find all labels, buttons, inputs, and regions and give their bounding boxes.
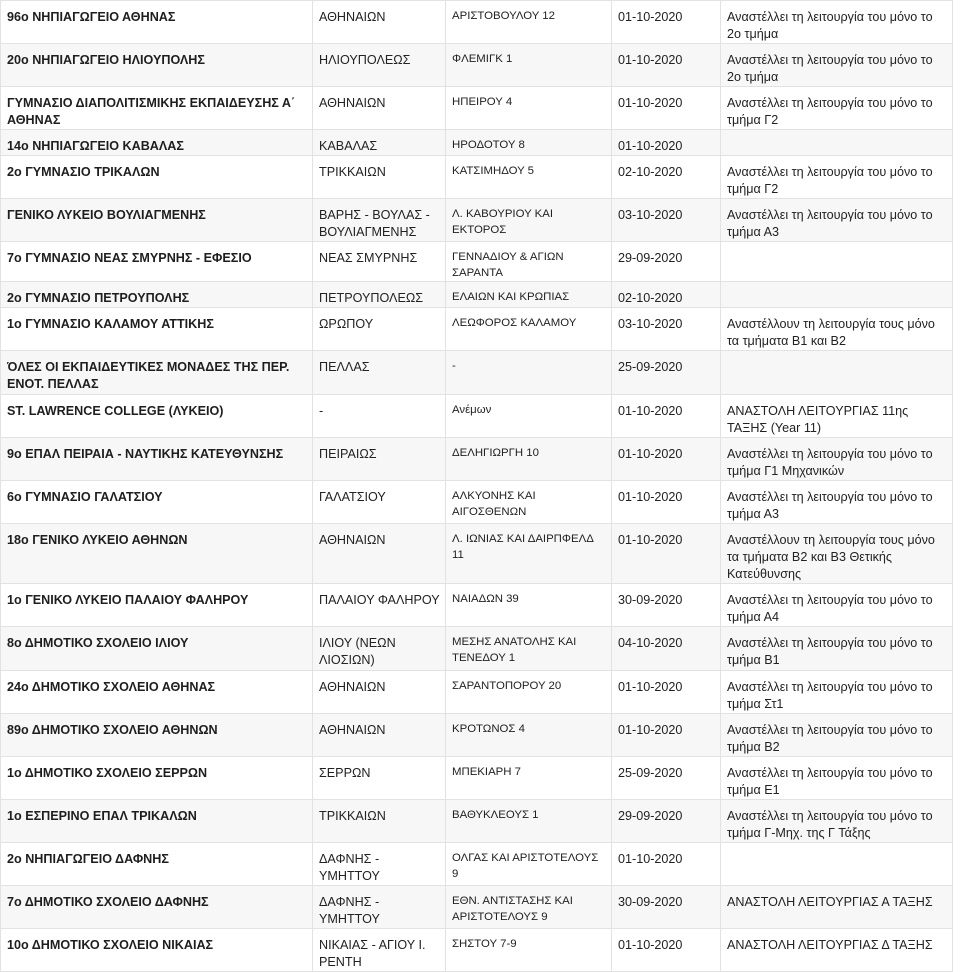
school-name-cell: 8ο ΔΗΜΟΤΙΚΟ ΣΧΟΛΕΙΟ ΙΛΙΟΥ [1,627,313,671]
address-cell: Λ. ΚΑΒΟΥΡΙΟΥ ΚΑΙ ΕΚΤΟΡΟΣ [446,199,612,242]
address-cell: - [446,351,612,395]
address-cell: ΓΕΝΝΑΔΙΟΥ & ΑΓΙΩΝ ΣΑΡΑΝΤΑ [446,242,612,282]
municipality-cell: ΝΕΑΣ ΣΜΥΡΝΗΣ [313,242,446,282]
suspension-date-cell: 01-10-2020 [612,929,721,972]
table-row [1,671,953,714]
school-name-cell: ST. LAWRENCE COLLEGE (ΛΥΚΕΙΟ) [1,395,313,438]
note-cell: Αναστέλλει τη λειτουργία του μόνο το 2ο τμήμα [721,44,953,87]
school-name-cell: 20ο ΝΗΠΙΑΓΩΓΕΙΟ ΗΛΙΟΥΠΟΛΗΣ [1,44,313,87]
suspension-date-cell: 01-10-2020 [612,524,721,584]
school-name-cell: 24ο ΔΗΜΟΤΙΚΟ ΣΧΟΛΕΙΟ ΑΘΗΝΑΣ [1,671,313,714]
address-cell: ΗΠΕΙΡΟΥ 4 [446,87,612,130]
table-row [1,481,953,524]
suspension-date-cell: 02-10-2020 [612,156,721,199]
address-cell: ΕΛΑΙΩΝ ΚΑΙ ΚΡΩΠΙΑΣ [446,282,612,308]
suspension-date-cell: 01-10-2020 [612,44,721,87]
note-cell [721,242,953,282]
address-cell: Λ. ΙΩΝΙΑΣ ΚΑΙ ΔΑΙΡΠΦΕΛΔ 11 [446,524,612,584]
address-cell: ΑΛΚΥΟΝΗΣ ΚΑΙ ΑΙΓΟΣΘΕΝΩΝ [446,481,612,524]
school-name-cell: 89ο ΔΗΜΟΤΙΚΟ ΣΧΟΛΕΙΟ ΑΘΗΝΩΝ [1,714,313,757]
note-cell: Αναστέλλει τη λειτουργία του μόνο το τμήμα Α4 [721,584,953,627]
address-cell: ΦΛΕΜΙΓΚ 1 [446,44,612,87]
address-cell: ΜΠΕΚΙΑΡΗ 7 [446,757,612,800]
address-cell: ΟΛΓΑΣ ΚΑΙ ΑΡΙΣΤΟΤΕΛΟΥΣ 9 [446,843,612,886]
note-cell: Αναστέλλει τη λειτουργία του μόνο το τμήμα Γ2 [721,156,953,199]
suspension-date-cell: 01-10-2020 [612,481,721,524]
school-name-cell: ΌΛΕΣ ΟΙ ΕΚΠΑΙΔΕΥΤΙΚΕΣ ΜΟΝΑΔΕΣ ΤΗΣ ΠΕΡ. ΕΝΟΤ. ΠΕΛΛΑΣ [1,351,313,395]
address-cell: ΔΕΛΗΓΙΩΡΓΗ 10 [446,438,612,481]
municipality-cell: ΑΘΗΝΑΙΩΝ [313,87,446,130]
table-row [1,886,953,929]
school-name-cell: 7ο ΓΥΜΝΑΣΙΟ ΝΕΑΣ ΣΜΥΡΝΗΣ - ΕΦΕΣΙΟ [1,242,313,282]
school-name-cell: ΓΥΜΝΑΣΙΟ ΔΙΑΠΟΛΙΤΙΣΜΙΚΗΣ ΕΚΠΑΙΔΕΥΣΗΣ Α΄ ΑΘΗΝΑΣ [1,87,313,130]
table-body [1,1,953,972]
municipality-cell: ΝΙΚΑΙΑΣ - ΑΓΙΟΥ Ι. ΡΕΝΤΗ [313,929,446,972]
school-name-cell: ΓΕΝΙΚΟ ΛΥΚΕΙΟ ΒΟΥΛΙΑΓΜΕΝΗΣ [1,199,313,242]
municipality-cell: - [313,395,446,438]
school-name-cell: 1ο ΕΣΠΕΡΙΝΟ ΕΠΑΛ ΤΡΙΚΑΛΩΝ [1,800,313,843]
municipality-cell: ΤΡΙΚΚΑΙΩΝ [313,800,446,843]
note-cell: ΑΝΑΣΤΟΛΗ ΛΕΙΤΟΥΡΓΙΑΣ Δ ΤΑΞΗΣ [721,929,953,972]
suspension-date-cell: 03-10-2020 [612,308,721,351]
municipality-cell: ΔΑΦΝΗΣ - ΥΜΗΤΤΟΥ [313,886,446,929]
school-name-cell: 2ο ΓΥΜΝΑΣΙΟ ΠΕΤΡΟΥΠΟΛΗΣ [1,282,313,308]
suspension-date-cell: 29-09-2020 [612,242,721,282]
school-name-cell: 1ο ΔΗΜΟΤΙΚΟ ΣΧΟΛΕΙΟ ΣΕΡΡΩΝ [1,757,313,800]
municipality-cell: ΑΘΗΝΑΙΩΝ [313,671,446,714]
address-cell: ΛΕΩΦΟΡΟΣ ΚΑΛΑΜΟΥ [446,308,612,351]
municipality-cell: ΗΛΙΟΥΠΟΛΕΩΣ [313,44,446,87]
school-name-cell: 9ο ΕΠΑΛ ΠΕΙΡΑΙΑ - ΝΑΥΤΙΚΗΣ ΚΑΤΕΥΘΥΝΣΗΣ [1,438,313,481]
table-row [1,627,953,671]
school-name-cell: 6ο ΓΥΜΝΑΣΙΟ ΓΑΛΑΤΣΙΟΥ [1,481,313,524]
note-cell [721,282,953,308]
school-name-cell: 1ο ΓΕΝΙΚΟ ΛΥΚΕΙΟ ΠΑΛΑΙΟΥ ΦΑΛΗΡΟΥ [1,584,313,627]
table-row [1,308,953,351]
address-cell: ΝΑΙΑΔΩΝ 39 [446,584,612,627]
note-cell: Αναστέλλει τη λειτουργία του μόνο το τμήμα Στ1 [721,671,953,714]
note-cell [721,843,953,886]
table-row [1,800,953,843]
suspension-date-cell: 01-10-2020 [612,714,721,757]
table-row [1,843,953,886]
note-cell: Αναστέλλουν τη λειτουργία τους μόνο τα τμήματα Β2 και Β3 Θετικής Κατεύθυνσης [721,524,953,584]
table-row [1,524,953,584]
address-cell: ΜΕΣΗΣ ΑΝΑΤΟΛΗΣ ΚΑΙ ΤΕΝΕΔΟΥ 1 [446,627,612,671]
suspension-date-cell: 04-10-2020 [612,627,721,671]
suspension-date-cell: 01-10-2020 [612,671,721,714]
municipality-cell: ΔΑΦΝΗΣ - ΥΜΗΤΤΟΥ [313,843,446,886]
note-cell: Αναστέλλει τη λειτουργία του μόνο το τμήμα Β2 [721,714,953,757]
note-cell: Αναστέλλει τη λειτουργία του μόνο το τμήμα Γ-Μηχ. της Γ Τάξης [721,800,953,843]
municipality-cell: ΤΡΙΚΚΑΙΩΝ [313,156,446,199]
suspension-date-cell: 30-09-2020 [612,886,721,929]
table-row [1,584,953,627]
note-cell [721,130,953,156]
municipality-cell: ΣΕΡΡΩΝ [313,757,446,800]
school-name-cell: 96ο ΝΗΠΙΑΓΩΓΕΙΟ ΑΘΗΝΑΣ [1,1,313,44]
address-cell: ΒΑΘΥΚΛΕΟΥΣ 1 [446,800,612,843]
municipality-cell: ΙΛΙΟΥ (ΝΕΩΝ ΛΙΟΣΙΩΝ) [313,627,446,671]
address-cell: ΑΡΙΣΤΟΒΟΥΛΟΥ 12 [446,1,612,44]
school-name-cell: 14ο ΝΗΠΙΑΓΩΓΕΙΟ ΚΑΒΑΛΑΣ [1,130,313,156]
address-cell: ΕΘΝ. ΑΝΤΙΣΤΑΣΗΣ ΚΑΙ ΑΡΙΣΤΟΤΕΛΟΥΣ 9 [446,886,612,929]
table-row [1,199,953,242]
suspension-date-cell: 03-10-2020 [612,199,721,242]
suspension-date-cell: 01-10-2020 [612,87,721,130]
table-row [1,438,953,481]
note-cell: Αναστέλλει τη λειτουργία του μόνο το τμήμα Α3 [721,199,953,242]
note-cell: Αναστέλλει τη λειτουργία του μόνο το τμήμα Γ1 Μηχανικών [721,438,953,481]
table-row [1,929,953,972]
school-name-cell: 2ο ΓΥΜΝΑΣΙΟ ΤΡΙΚΑΛΩΝ [1,156,313,199]
suspension-date-cell: 01-10-2020 [612,438,721,481]
municipality-cell: ΠΕΛΛΑΣ [313,351,446,395]
address-cell: ΣΗΣΤΟΥ 7-9 [446,929,612,972]
note-cell: ΑΝΑΣΤΟΛΗ ΛΕΙΤΟΥΡΓΙΑΣ 11ης ΤΑΞΗΣ (Year 11) [721,395,953,438]
address-cell: Ανέμων [446,395,612,438]
table-row [1,757,953,800]
table-row [1,282,953,308]
note-cell: Αναστέλλει τη λειτουργία του μόνο το τμήμα Γ2 [721,87,953,130]
table-row [1,156,953,199]
suspension-date-cell: 01-10-2020 [612,395,721,438]
table-row [1,87,953,130]
table-row [1,44,953,87]
address-cell: ΚΡΟΤΩΝΟΣ 4 [446,714,612,757]
municipality-cell: ΠΕΙΡΑΙΩΣ [313,438,446,481]
note-cell [721,351,953,395]
address-cell: ΚΑΤΣΙΜΗΔΟΥ 5 [446,156,612,199]
table-row [1,351,953,395]
suspension-date-cell: 02-10-2020 [612,282,721,308]
address-cell: ΣΑΡΑΝΤΟΠΟΡΟΥ 20 [446,671,612,714]
table-row [1,714,953,757]
table-row [1,395,953,438]
municipality-cell: ΒΑΡΗΣ - ΒΟΥΛΑΣ - ΒΟΥΛΙΑΓΜΕΝΗΣ [313,199,446,242]
municipality-cell: ΠΑΛΑΙΟΥ ΦΑΛΗΡΟΥ [313,584,446,627]
school-name-cell: 7ο ΔΗΜΟΤΙΚΟ ΣΧΟΛΕΙΟ ΔΑΦΝΗΣ [1,886,313,929]
suspension-date-cell: 30-09-2020 [612,584,721,627]
municipality-cell: ΑΘΗΝΑΙΩΝ [313,524,446,584]
note-cell: Αναστέλλει τη λειτουργία του μόνο το τμήμα Α3 [721,481,953,524]
municipality-cell: ΚΑΒΑΛΑΣ [313,130,446,156]
address-cell: ΗΡΟΔΟΤΟΥ 8 [446,130,612,156]
note-cell: Αναστέλλει τη λειτουργία του μόνο το τμήμα Β1 [721,627,953,671]
note-cell: Αναστέλλει τη λειτουργία του μόνο το τμήμα Ε1 [721,757,953,800]
suspension-date-cell: 01-10-2020 [612,843,721,886]
suspension-date-cell: 01-10-2020 [612,130,721,156]
note-cell: ΑΝΑΣΤΟΛΗ ΛΕΙΤΟΥΡΓΙΑΣ Α ΤΑΞΗΣ [721,886,953,929]
suspension-date-cell: 29-09-2020 [612,800,721,843]
table-row [1,130,953,156]
municipality-cell: ΓΑΛΑΤΣΙΟΥ [313,481,446,524]
school-name-cell: 10ο ΔΗΜΟΤΙΚΟ ΣΧΟΛΕΙΟ ΝΙΚΑΙΑΣ [1,929,313,972]
municipality-cell: ΠΕΤΡΟΥΠΟΛΕΩΣ [313,282,446,308]
school-name-cell: 1ο ΓΥΜΝΑΣΙΟ ΚΑΛΑΜΟΥ ΑΤΤΙΚΗΣ [1,308,313,351]
table-row [1,1,953,44]
suspension-date-cell: 25-09-2020 [612,757,721,800]
school-name-cell: 18ο ΓΕΝΙΚΟ ΛΥΚΕΙΟ ΑΘΗΝΩΝ [1,524,313,584]
table-row [1,242,953,282]
municipality-cell: ΑΘΗΝΑΙΩΝ [313,1,446,44]
note-cell: Αναστέλλουν τη λειτουργία τους μόνο τα τμήματα Β1 και Β2 [721,308,953,351]
municipality-cell: ΩΡΩΠΟΥ [313,308,446,351]
school-name-cell: 2ο ΝΗΠΙΑΓΩΓΕΙΟ ΔΑΦΝΗΣ [1,843,313,886]
note-cell: Αναστέλλει τη λειτουργία του μόνο το 2ο τμήμα [721,1,953,44]
municipality-cell: ΑΘΗΝΑΙΩΝ [313,714,446,757]
suspension-date-cell: 01-10-2020 [612,1,721,44]
suspension-date-cell: 25-09-2020 [612,351,721,395]
